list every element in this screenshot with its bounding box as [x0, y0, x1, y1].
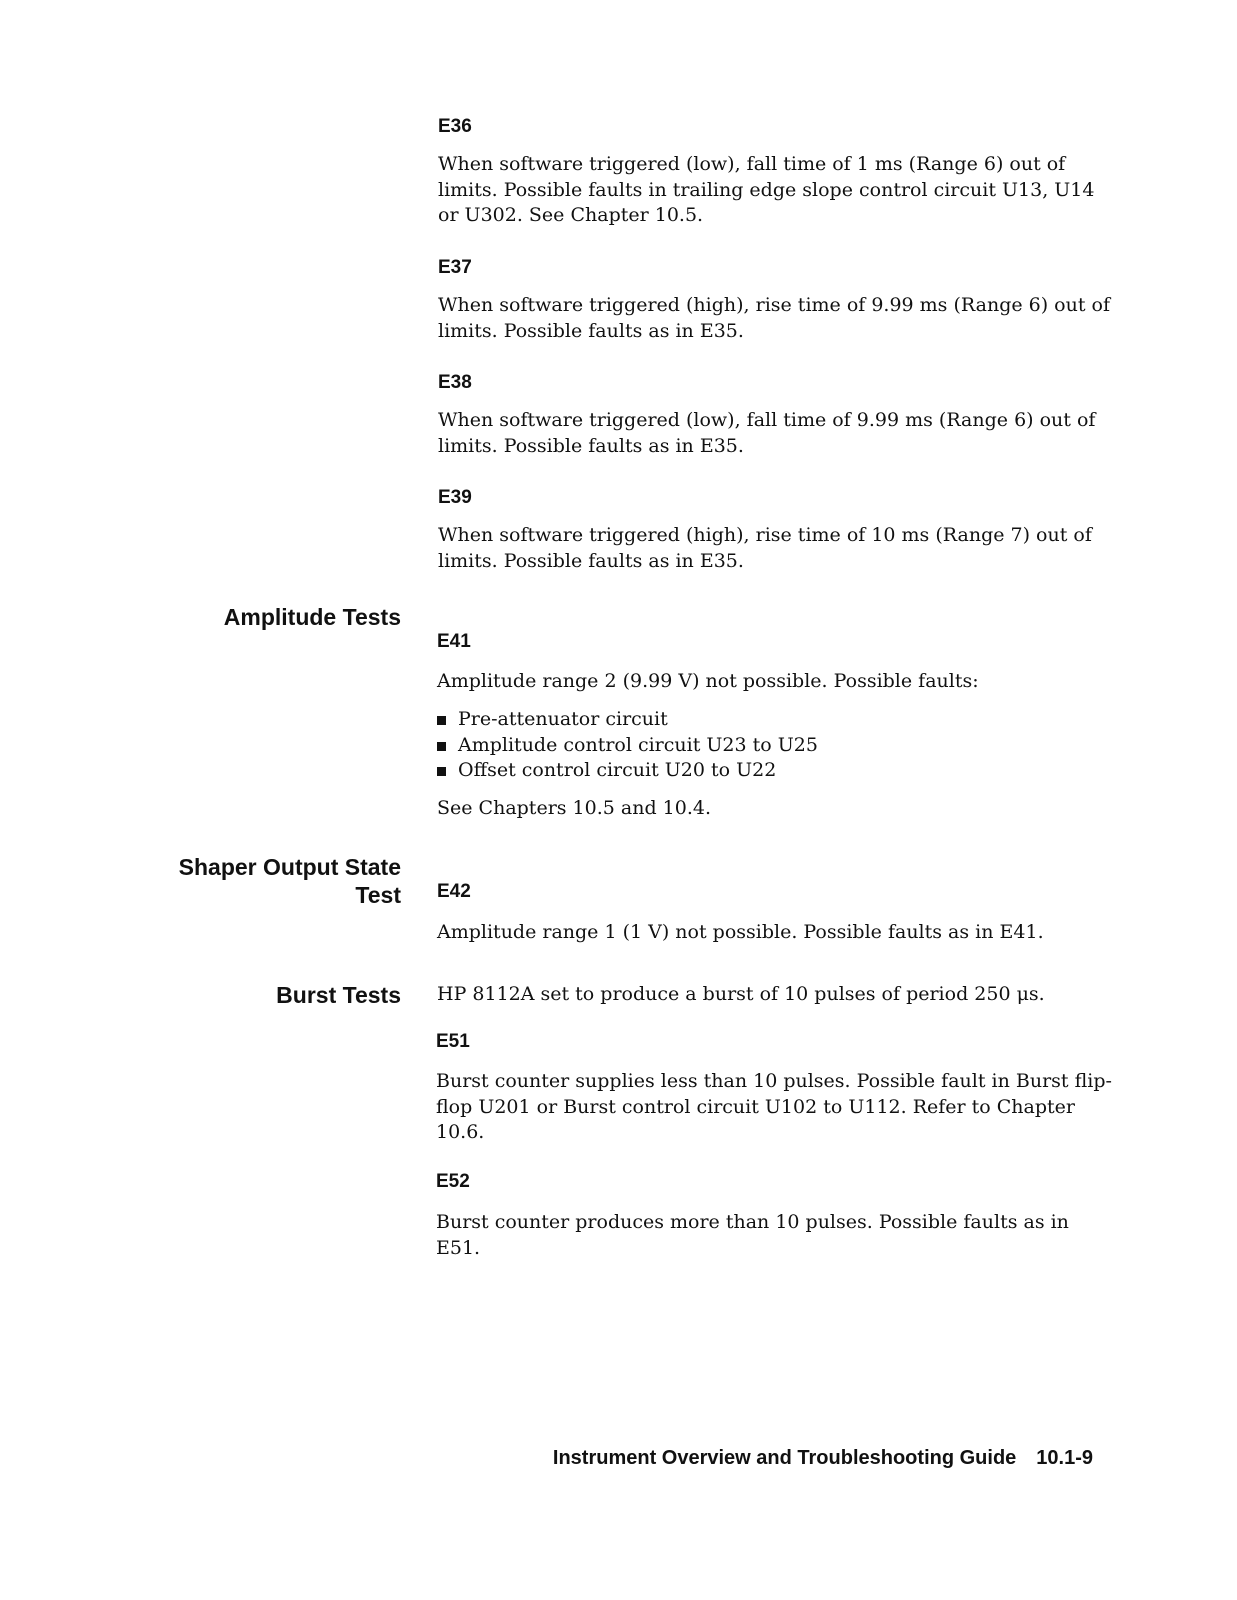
section-heading-amplitude-tests: Amplitude Tests	[223, 604, 401, 630]
error-code-e51: E51	[436, 1031, 470, 1052]
error-description-e37: When software triggered (high), rise time of 9.99 ms (Range 6) out of limits. Possible faults as in E35.	[438, 294, 1111, 342]
page-footer	[553, 1446, 1093, 1470]
fault-list-e41	[437, 707, 818, 784]
bullet-square-icon	[437, 767, 446, 776]
bullet-square-icon	[437, 742, 446, 751]
section-heading-burst-tests: Burst Tests	[276, 982, 401, 1008]
bullet-square-icon	[437, 716, 446, 725]
list-item: Amplitude control circuit U23 to U25	[437, 733, 818, 759]
error-code-e42: E42	[437, 881, 471, 902]
error-code-e41: E41	[437, 631, 471, 652]
error-code-e36: E36	[438, 116, 472, 137]
list-item: Offset control circuit U20 to U22	[437, 758, 818, 784]
footer-title: Instrument Overview and Troubleshooting Guide	[552, 1447, 1017, 1469]
error-description-e52: Burst counter produces more than 10 pulses. Possible faults as in E51.	[436, 1211, 1069, 1259]
error-code-e39: E39	[438, 487, 472, 508]
page-number: 10.1-9	[1036, 1447, 1093, 1469]
error-description-e39: When software triggered (high), rise time of 10 ms (Range 7) out of limits. Possible faults as in E35.	[438, 524, 1092, 572]
burst-intro: HP 8112A set to produce a burst of 10 pulses of period 250 μs.	[437, 983, 1045, 1005]
error-description-e42: Amplitude range 1 (1 V) not possible. Possible faults as in E41.	[437, 921, 1044, 943]
error-code-e38: E38	[438, 372, 472, 393]
error-description-e36: When software triggered (low), fall time of 1 ms (Range 6) out of limits. Possible faults in trailing edge slope control circuit U13, U14 or U302. See Chapter 10.5.	[438, 153, 1095, 226]
error-code-e52: E52	[436, 1171, 470, 1192]
error-description-e41: Amplitude range 2 (9.99 V) not possible. Possible faults:	[437, 670, 979, 692]
error-description-e51: Burst counter supplies less than 10 pulses. Possible fault in Burst flip-flop U201 or Burst control circuit U102 to U112. Refer to Chapter 10.6.	[436, 1070, 1112, 1143]
section-heading-shaper-output-state-test: Shaper Output State Test	[178, 854, 401, 908]
error-description-e38: When software triggered (low), fall time of 9.99 ms (Range 6) out of limits. Possible faults as in E35.	[438, 409, 1096, 457]
list-item: Pre-attenuator circuit	[437, 707, 818, 733]
error-code-e37: E37	[438, 257, 472, 278]
see-chapters-e41: See Chapters 10.5 and 10.4.	[437, 797, 712, 819]
